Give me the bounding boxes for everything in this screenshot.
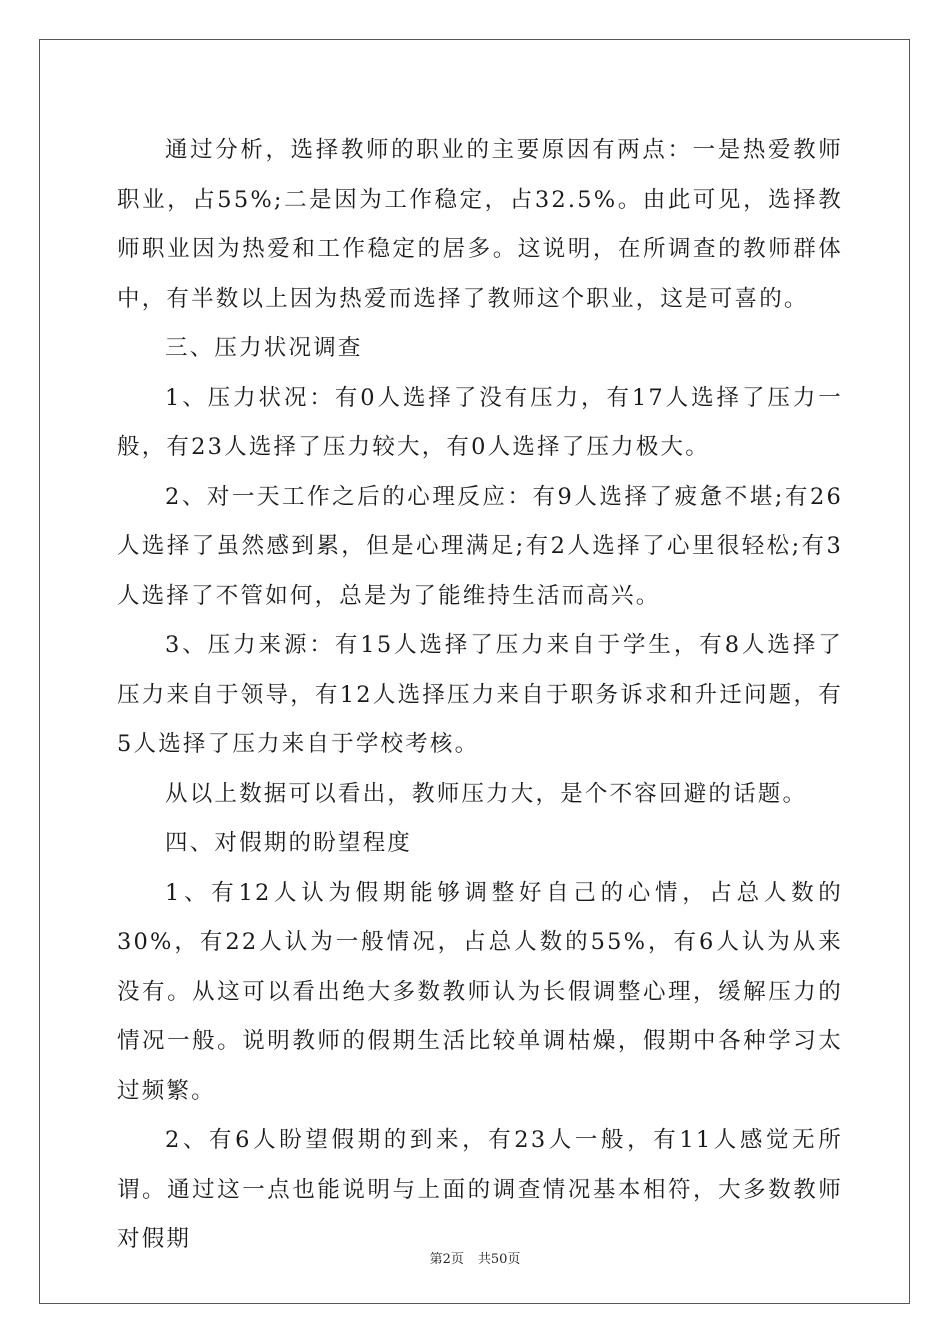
section-heading: 四、对假期的盼望程度 [165, 830, 413, 856]
page-number: 第2页 [429, 1252, 464, 1267]
paragraph: 2、对一天工作之后的心理反应：有9人选择了疲惫不堪;有26人选择了虽然感到累，但是心理满足;有2人选择了心里很轻松;有3人选择了不管如何，总是为了能维持生活而高兴。 [117, 483, 843, 609]
paragraph: 1、有12人认为假期能够调整好自己的心情，占总人数的30%，有22人认为一般情况，占总人数的55%，有6人认为从来没有。从这可以看出绝大多数教师认为长假调整心理，缓解压力的情况一般。说明教师的假期生活比较单调枯燥，假期中各种学习太过频繁。 [117, 879, 843, 1104]
paragraph: 3、压力来源：有15人选择了压力来自于学生，有8人选择了压力来自于领导，有12人选择压力来自于职务诉求和升迁问题，有5人选择了压力来自于学校考核。 [117, 632, 843, 757]
paragraph: 1、压力状况：有0人选择了没有压力，有17人选择了压力一般，有23人选择了压力较大，有0人选择了压力极大。 [117, 384, 843, 460]
section-heading: 三、压力状况调查 [165, 335, 363, 361]
page-total: 共50页 [477, 1252, 521, 1267]
paragraph: 从以上数据可以看出，教师压力大，是个不容回避的话题。 [165, 780, 808, 807]
document-body [117, 126, 843, 1265]
paragraph: 通过分析，选择教师的职业的主要原因有两点：一是热爱教师职业，占55%;二是因为工作稳定，占32.5%。由此可见，选择教师职业因为热爱和工作稳定的居多。这说明，在所调查的教师群体中，有半数以上因为热爱而选择了教师这个职业，这是可喜的。 [117, 137, 843, 312]
page-footer [0, 1248, 950, 1267]
paragraph: 2、有6人盼望假期的到来，有23人一般，有11人感觉无所谓。通过这一点也能说明与上面的调查情况基本相符，大多数教师对假期 [117, 1127, 843, 1252]
